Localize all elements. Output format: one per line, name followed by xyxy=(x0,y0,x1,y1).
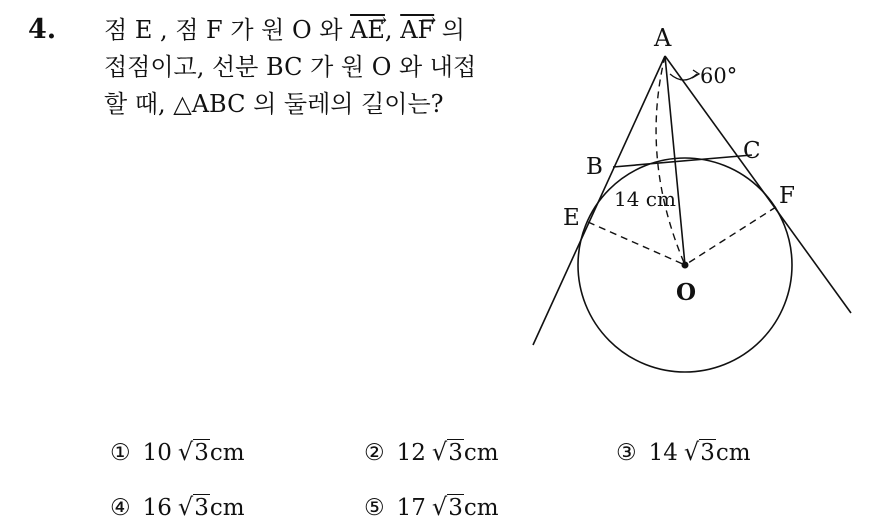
choice-3-unit: cm xyxy=(715,440,751,466)
choice-4-coef: 16 xyxy=(142,495,172,521)
question-line-1-end: 의 xyxy=(434,16,465,44)
angle-arrow-icon xyxy=(692,70,699,78)
choice-2-radicand: 3 xyxy=(448,440,463,466)
question-line-3: 할 때, △ABC 의 둘레의 길이는? xyxy=(104,90,444,118)
label-b: B xyxy=(586,154,603,180)
sqrt-icon: √3 xyxy=(431,493,463,521)
ray-af: $\overline{AF}$ → xyxy=(400,16,434,44)
ray-ae: $\overline{AE}$ → xyxy=(350,16,385,44)
question-line-1-sep: , xyxy=(384,16,401,44)
label-c: C xyxy=(743,138,761,164)
choice-3[interactable] xyxy=(616,438,751,466)
choice-5-coef: 17 xyxy=(396,495,426,521)
choice-2-mark: ② xyxy=(364,440,385,466)
label-a: A xyxy=(654,24,672,52)
segment-bc xyxy=(613,155,752,167)
tangent-line-af xyxy=(665,56,851,313)
choice-2[interactable] xyxy=(364,438,499,466)
sqrt-icon: √3 xyxy=(683,438,715,466)
question-line-1-start: 점 E , 점 F 가 원 O 와 xyxy=(104,16,351,44)
sqrt-icon: √3 xyxy=(177,438,209,466)
question-line-2: 접점이고, 선분 BC 가 원 O 와 내접 xyxy=(104,53,477,81)
choice-2-coef: 12 xyxy=(396,440,426,466)
radius-of xyxy=(685,207,776,265)
choice-1-coef: 10 xyxy=(142,440,172,466)
choice-2-unit: cm xyxy=(463,440,499,466)
sqrt-icon: √3 xyxy=(431,438,463,466)
choice-1[interactable] xyxy=(110,438,245,466)
choice-1-radicand: 3 xyxy=(194,440,209,466)
choice-5-mark: ⑤ xyxy=(364,495,385,521)
question-number: 4. xyxy=(28,14,57,45)
center-dot xyxy=(682,262,689,269)
label-e: E xyxy=(563,205,580,231)
choice-4-unit: cm xyxy=(209,495,245,521)
choice-4-mark: ④ xyxy=(110,495,131,521)
radius-oe xyxy=(588,222,685,265)
choice-5-radicand: 3 xyxy=(448,495,463,521)
choice-1-unit: cm xyxy=(209,440,245,466)
length-label: 14 cm xyxy=(614,187,676,211)
angle-label: 60° xyxy=(700,64,738,88)
choice-5-unit: cm xyxy=(463,495,499,521)
choice-4[interactable] xyxy=(110,493,245,521)
choice-5[interactable] xyxy=(364,493,499,521)
choice-3-radicand: 3 xyxy=(700,440,715,466)
choice-3-coef: 14 xyxy=(648,440,678,466)
label-o: O xyxy=(676,279,697,306)
sqrt-icon: √3 xyxy=(177,493,209,521)
choice-1-mark: ① xyxy=(110,440,131,466)
choice-3-mark: ③ xyxy=(616,440,637,466)
choice-4-radicand: 3 xyxy=(194,495,209,521)
label-f: F xyxy=(779,183,795,209)
